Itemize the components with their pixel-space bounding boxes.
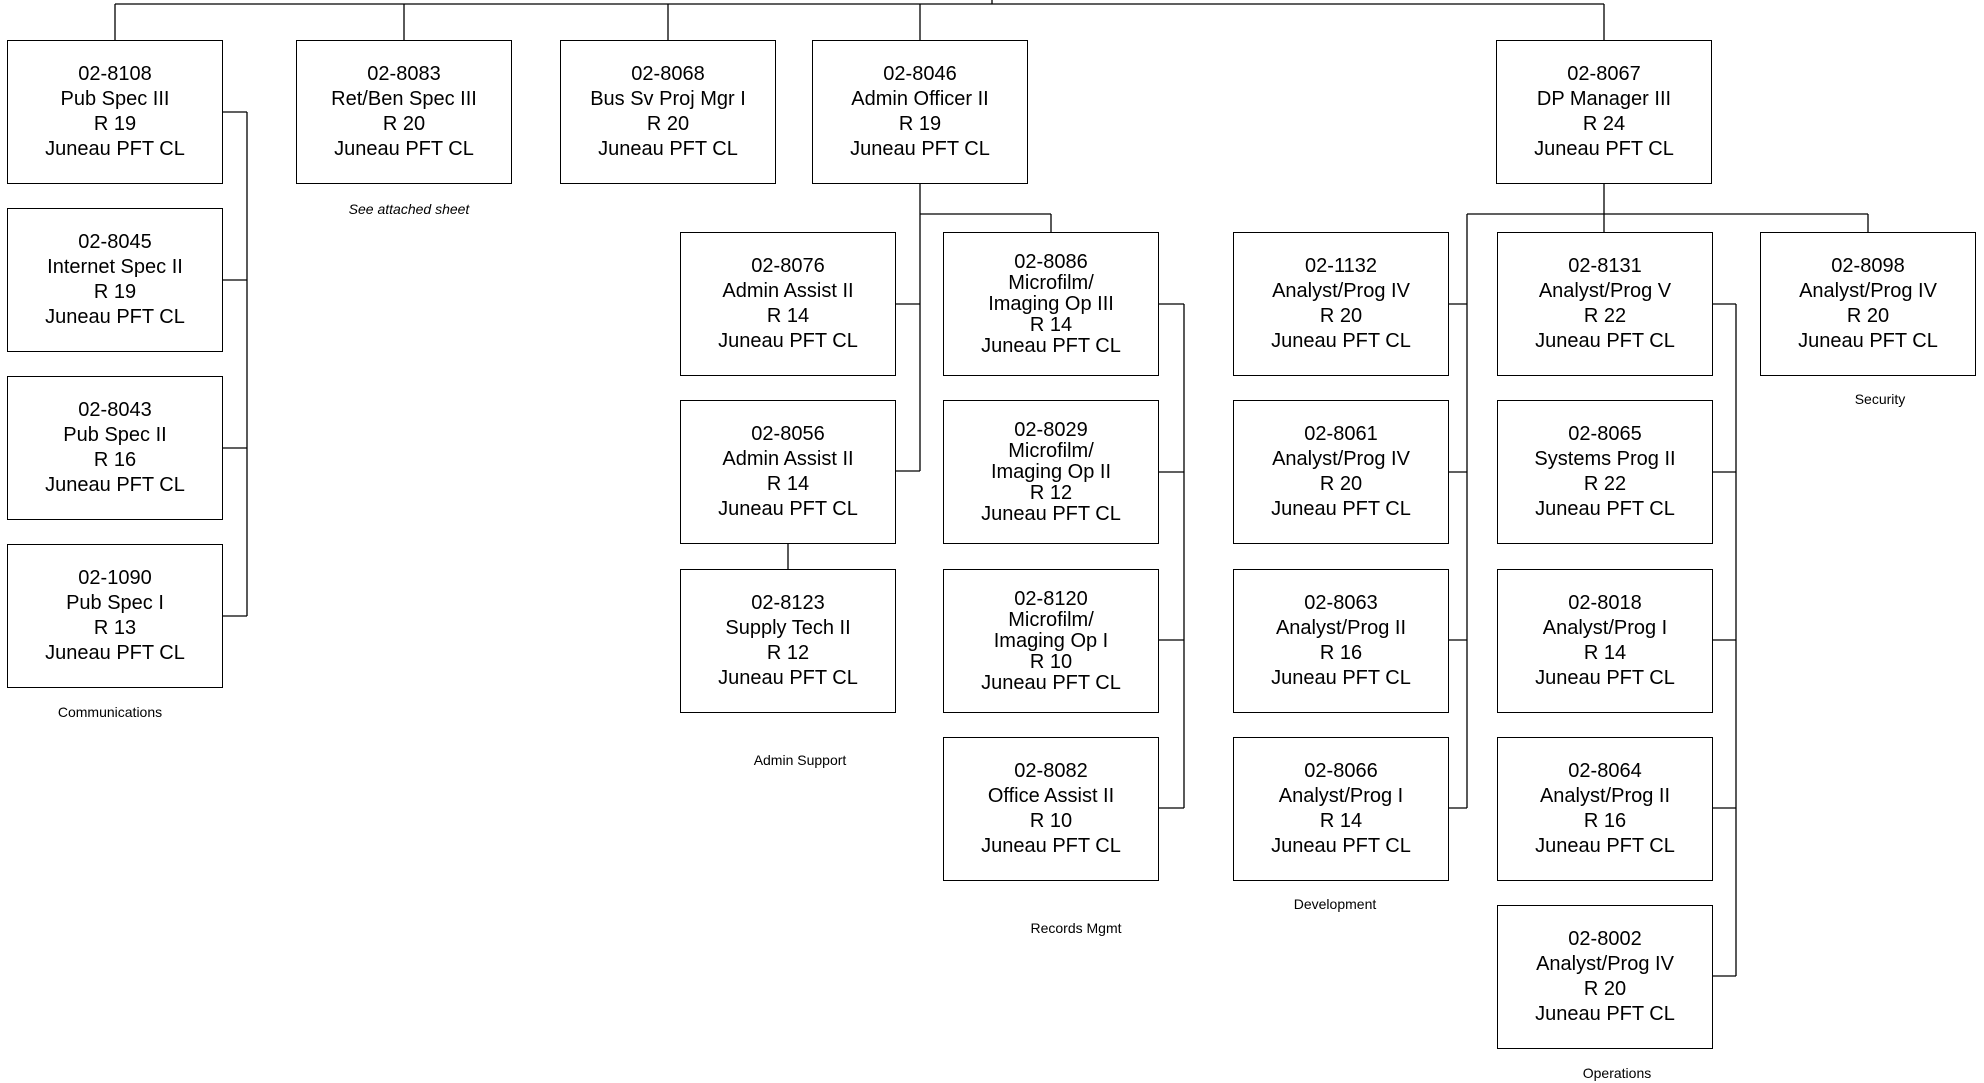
position-id: 02-8043 <box>78 399 152 421</box>
position-id: 02-8056 <box>751 423 825 445</box>
position-title: Imaging Op I <box>993 629 1109 652</box>
position-location: Juneau PFT CL <box>850 138 990 160</box>
position-range: R 13 <box>93 617 137 639</box>
position-location: Juneau PFT CL <box>45 642 185 664</box>
position-title: Microfilm/ <box>1008 439 1094 462</box>
position-box-02-8066 <box>1233 737 1449 881</box>
position-range: R 20 <box>1319 473 1363 495</box>
position-box-02-8064 <box>1497 737 1713 881</box>
position-range: R 20 <box>1319 305 1363 327</box>
position-location: Juneau PFT CL <box>981 671 1121 694</box>
position-box-02-8061 <box>1233 400 1449 544</box>
group-label-admin-support: Admin Support <box>753 752 847 768</box>
position-range: R 19 <box>93 281 137 303</box>
position-range: R 20 <box>382 113 426 135</box>
position-location: Juneau PFT CL <box>981 835 1121 857</box>
position-range: R 19 <box>898 113 942 135</box>
position-id: 02-1132 <box>1305 255 1377 277</box>
position-title: Analyst/Prog I <box>1542 617 1668 639</box>
position-box-02-1090 <box>7 544 223 688</box>
position-title: Systems Prog II <box>1534 448 1676 470</box>
position-id: 02-8120 <box>1014 587 1088 610</box>
position-range: R 22 <box>1583 305 1627 327</box>
position-box-02-8065 <box>1497 400 1713 544</box>
position-location: Juneau PFT CL <box>718 330 858 352</box>
position-title: Admin Assist II <box>722 448 854 470</box>
position-id: 02-8046 <box>883 63 957 85</box>
position-id: 02-8066 <box>1304 760 1378 782</box>
position-id: 02-8002 <box>1568 928 1642 950</box>
position-range: R 20 <box>1846 305 1890 327</box>
position-box-02-8082 <box>943 737 1159 881</box>
position-location: Juneau PFT CL <box>718 667 858 689</box>
position-location: Juneau PFT CL <box>1534 138 1674 160</box>
position-title: Internet Spec II <box>47 256 183 278</box>
position-box-02-8098 <box>1760 232 1976 376</box>
position-location: Juneau PFT CL <box>1535 1003 1675 1025</box>
position-box-02-8043 <box>7 376 223 520</box>
position-location: Juneau PFT CL <box>45 306 185 328</box>
position-box-02-8068 <box>560 40 776 184</box>
group-label-development: Development <box>1293 896 1377 912</box>
position-title: Analyst/Prog IV <box>1272 448 1410 470</box>
position-box-02-8120 <box>943 569 1159 713</box>
position-box-02-8002 <box>1497 905 1713 1049</box>
position-title: Microfilm/ <box>1008 271 1094 294</box>
position-location: Juneau PFT CL <box>1271 498 1411 520</box>
position-title: Supply Tech II <box>725 617 851 639</box>
position-location: Juneau PFT CL <box>45 138 185 160</box>
position-id: 02-1090 <box>78 567 152 589</box>
position-box-02-1132 <box>1233 232 1449 376</box>
position-location: Juneau PFT CL <box>1271 667 1411 689</box>
position-box-02-8063 <box>1233 569 1449 713</box>
position-title: Office Assist II <box>987 785 1115 807</box>
position-id: 02-8029 <box>1014 418 1088 441</box>
group-label-operations: Operations <box>1582 1065 1652 1081</box>
position-title: Ret/Ben Spec III <box>331 88 477 110</box>
position-title: Analyst/Prog II <box>1539 785 1671 807</box>
position-id: 02-8067 <box>1567 63 1641 85</box>
position-location: Juneau PFT CL <box>1535 330 1675 352</box>
position-range: R 12 <box>1029 481 1073 504</box>
position-box-02-8045 <box>7 208 223 352</box>
position-location: Juneau PFT CL <box>334 138 474 160</box>
position-range: R 10 <box>1029 810 1073 832</box>
position-range: R 19 <box>93 113 137 135</box>
position-range: R 10 <box>1029 650 1073 673</box>
position-range: R 16 <box>1319 642 1363 664</box>
position-location: Juneau PFT CL <box>981 502 1121 525</box>
position-range: R 14 <box>1319 810 1363 832</box>
position-range: R 14 <box>766 305 810 327</box>
position-id: 02-8065 <box>1568 423 1642 445</box>
position-title: Bus Sv Proj Mgr I <box>590 88 746 110</box>
position-range: R 12 <box>766 642 810 664</box>
position-title: Analyst/Prog II <box>1275 617 1407 639</box>
position-box-02-8067 <box>1496 40 1712 184</box>
position-id: 02-8082 <box>1014 760 1088 782</box>
position-title: Analyst/Prog IV <box>1272 280 1410 302</box>
position-location: Juneau PFT CL <box>1271 330 1411 352</box>
position-range: R 16 <box>93 449 137 471</box>
position-range: R 14 <box>766 473 810 495</box>
position-box-02-8029 <box>943 400 1159 544</box>
position-id: 02-8108 <box>78 63 152 85</box>
position-title: Analyst/Prog IV <box>1536 953 1674 975</box>
position-title: Imaging Op II <box>990 460 1112 483</box>
position-location: Juneau PFT CL <box>1535 498 1675 520</box>
position-id: 02-8083 <box>367 63 441 85</box>
position-id: 02-8076 <box>751 255 825 277</box>
see-attached-note: See attached sheet <box>348 201 470 217</box>
position-id: 02-8063 <box>1304 592 1378 614</box>
position-box-02-8056 <box>680 400 896 544</box>
position-title: DP Manager III <box>1536 88 1672 110</box>
position-title: Pub Spec III <box>60 88 170 110</box>
position-title: Analyst/Prog I <box>1278 785 1404 807</box>
position-location: Juneau PFT CL <box>598 138 738 160</box>
group-label-communications: Communications <box>57 704 163 720</box>
position-title: Pub Spec I <box>66 592 164 614</box>
position-box-02-8108 <box>7 40 223 184</box>
position-location: Juneau PFT CL <box>981 334 1121 357</box>
position-box-02-8083 <box>296 40 512 184</box>
position-title: Admin Assist II <box>722 280 854 302</box>
position-id: 02-8061 <box>1304 423 1378 445</box>
position-title: Analyst/Prog IV <box>1799 280 1937 302</box>
position-location: Juneau PFT CL <box>1535 835 1675 857</box>
position-box-02-8018 <box>1497 569 1713 713</box>
position-title: Admin Officer II <box>851 88 989 110</box>
position-id: 02-8045 <box>78 231 152 253</box>
group-label-records-mgmt: Records Mgmt <box>1030 920 1122 936</box>
position-box-02-8046 <box>812 40 1028 184</box>
position-range: R 24 <box>1582 113 1626 135</box>
position-id: 02-8098 <box>1831 255 1905 277</box>
position-location: Juneau PFT CL <box>718 498 858 520</box>
position-id: 02-8068 <box>631 63 705 85</box>
position-title: Imaging Op III <box>988 292 1114 315</box>
position-range: R 22 <box>1583 473 1627 495</box>
position-location: Juneau PFT CL <box>45 474 185 496</box>
position-id: 02-8086 <box>1014 250 1088 273</box>
position-id: 02-8018 <box>1568 592 1642 614</box>
position-range: R 14 <box>1583 642 1627 664</box>
position-title: Microfilm/ <box>1008 608 1094 631</box>
position-title: Analyst/Prog V <box>1538 280 1672 302</box>
position-box-02-8123 <box>680 569 896 713</box>
position-box-02-8131 <box>1497 232 1713 376</box>
group-label-security: Security <box>1854 391 1906 407</box>
position-box-02-8086 <box>943 232 1159 376</box>
position-location: Juneau PFT CL <box>1271 835 1411 857</box>
position-id: 02-8131 <box>1568 255 1642 277</box>
position-range: R 16 <box>1583 810 1627 832</box>
position-location: Juneau PFT CL <box>1798 330 1938 352</box>
position-id: 02-8064 <box>1568 760 1642 782</box>
position-location: Juneau PFT CL <box>1535 667 1675 689</box>
position-range: R 14 <box>1029 313 1073 336</box>
position-title: Pub Spec II <box>63 424 167 446</box>
position-range: R 20 <box>646 113 690 135</box>
position-range: R 20 <box>1583 978 1627 1000</box>
position-id: 02-8123 <box>751 592 825 614</box>
position-box-02-8076 <box>680 232 896 376</box>
